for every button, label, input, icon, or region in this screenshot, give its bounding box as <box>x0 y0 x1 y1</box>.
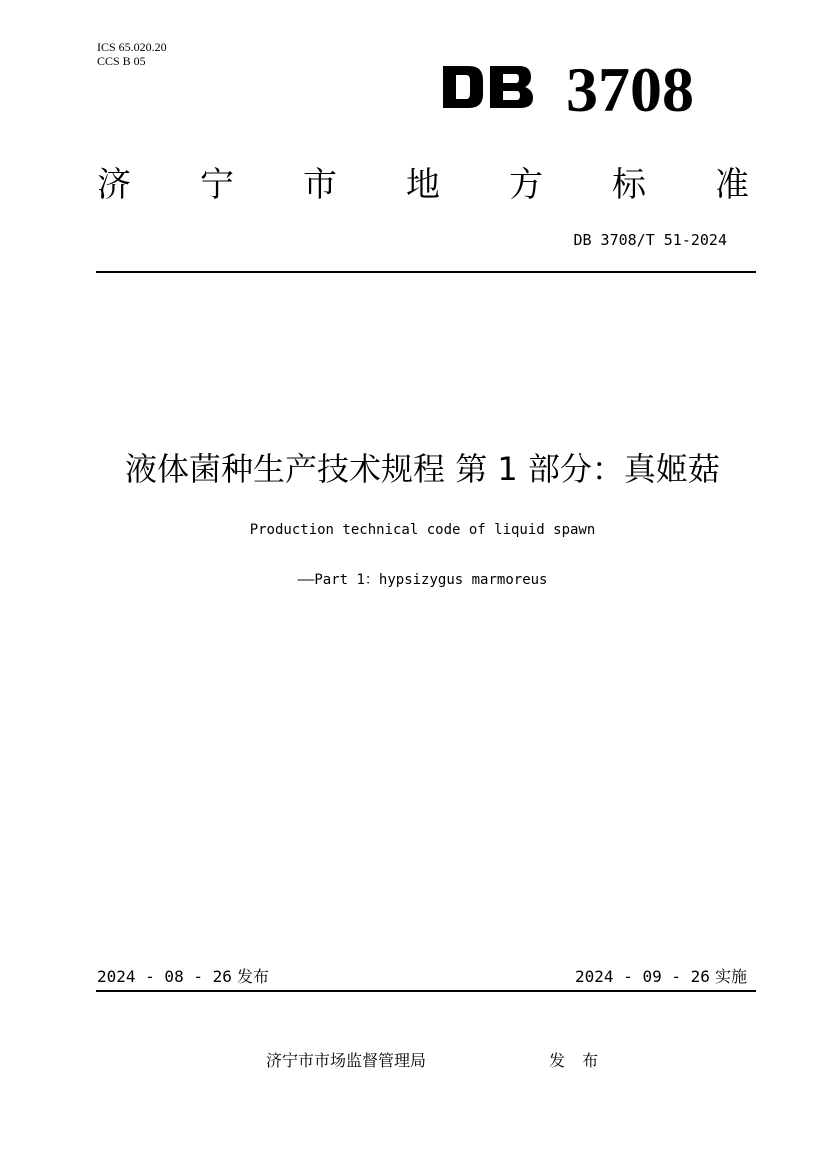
issue-label: 发 布 <box>549 1051 605 1070</box>
document-title: 液体菌种生产技术规程 第 1 部分：真姬菇 <box>125 450 720 488</box>
implement-date-block <box>575 966 747 988</box>
standard-type-char: 宁 <box>200 165 234 205</box>
standard-type-char: 地 <box>406 165 440 205</box>
bottom-divider <box>96 990 756 992</box>
english-title: Production technical code of liquid spawn <box>249 522 596 538</box>
publish-label: 发布 <box>236 967 269 986</box>
db-logo <box>443 66 533 108</box>
issuing-authority: 济宁市市场监督管理局 <box>266 1051 427 1070</box>
top-divider <box>96 271 756 273</box>
publish-date: 2024 - 08 - 26 <box>97 967 232 986</box>
classification-codes <box>97 40 167 68</box>
standard-type-char: 市 <box>303 165 337 205</box>
standard-type-char: 方 <box>509 165 543 205</box>
implement-date: 2024 - 09 - 26 <box>575 967 710 986</box>
ics-code: ICS 65.020.20 <box>97 40 167 54</box>
ccs-code: CCS B 05 <box>97 54 146 68</box>
publish-date-block <box>97 966 269 988</box>
english-subtitle: ——Part 1：hypsizygus marmoreus <box>297 572 548 588</box>
standard-type-char: 准 <box>715 165 749 205</box>
db-logo-d <box>443 66 483 108</box>
db-logo-b <box>490 66 533 108</box>
implement-label: 实施 <box>714 967 747 986</box>
standard-code: DB 3708/T 51-2024 <box>573 231 727 249</box>
standard-type-char: 济 <box>97 165 131 205</box>
standard-type-title <box>97 164 749 206</box>
standard-type-char: 标 <box>612 165 646 205</box>
db-number: 3708 <box>566 54 694 125</box>
